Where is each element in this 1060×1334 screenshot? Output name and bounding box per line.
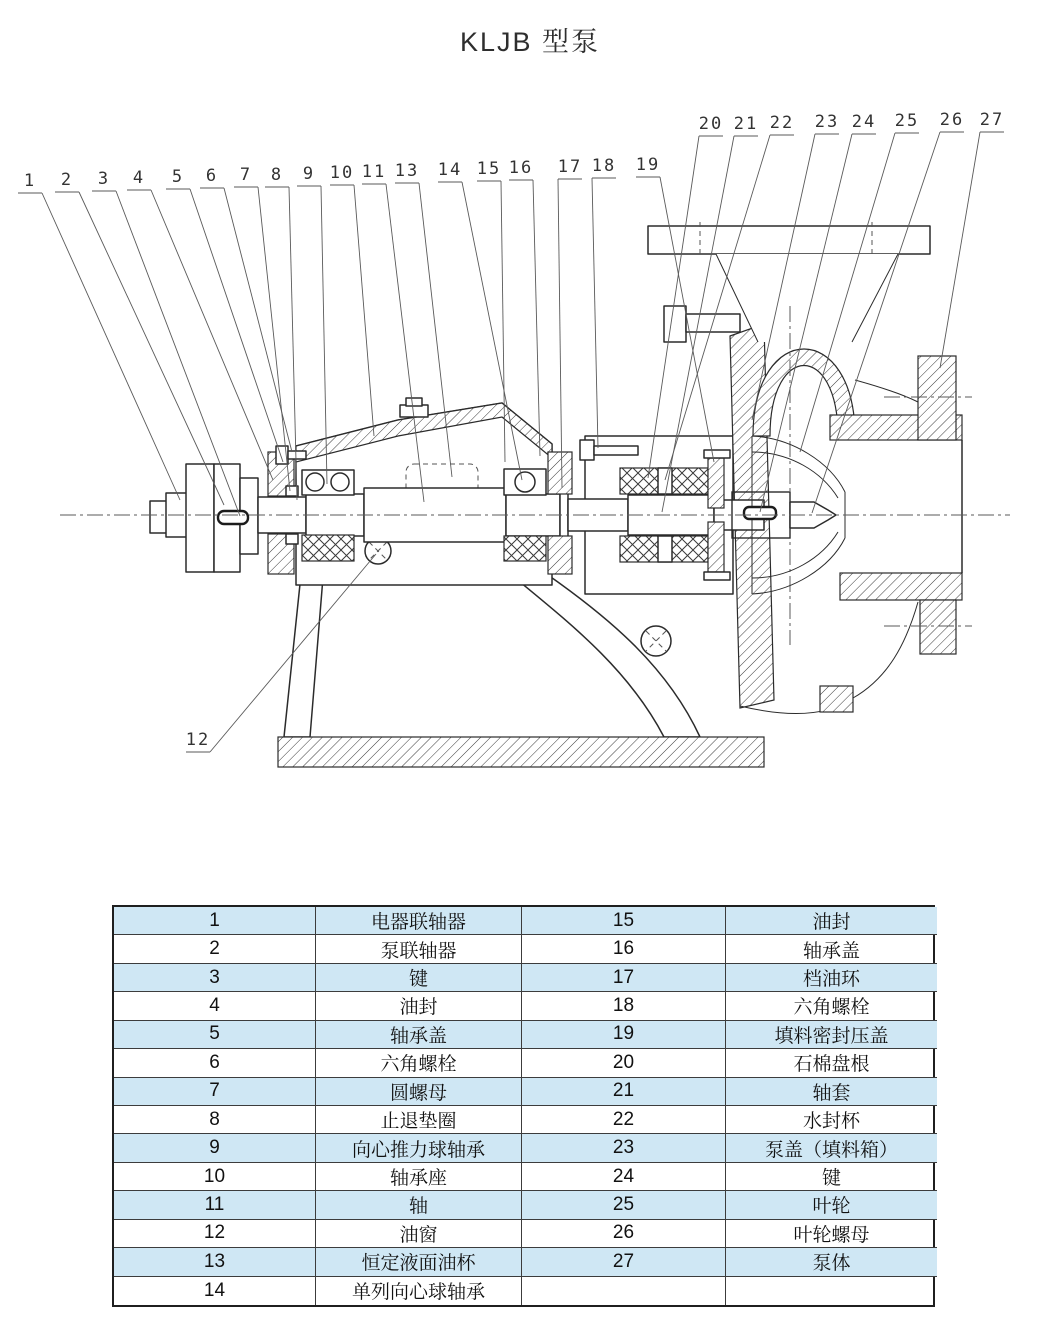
part-number-cell: 11 <box>114 1191 316 1219</box>
part-name-cell: 电器联轴器 <box>316 907 522 935</box>
part-number-cell: 23 <box>522 1134 726 1162</box>
part-name-cell: 圆螺母 <box>316 1078 522 1106</box>
part-number-cell: 19 <box>522 1021 726 1049</box>
bearing-cover-right <box>548 452 572 494</box>
part-number-cell: 13 <box>114 1248 316 1276</box>
part-number-cell: 26 <box>522 1220 726 1248</box>
packing-gland-cover <box>708 458 724 508</box>
part-name-cell: 键 <box>726 1163 937 1191</box>
frame-boss <box>641 626 671 656</box>
part-number-cell: 24 <box>522 1163 726 1191</box>
part-name-cell: 单列向心球轴承 <box>316 1277 522 1305</box>
part-number-cell: 3 <box>114 964 316 992</box>
suction-pipe-bottom <box>840 573 962 600</box>
part-number-cell: 15 <box>522 907 726 935</box>
gland-bolt <box>580 440 594 460</box>
part-number-cell: 2 <box>114 935 316 963</box>
callout-number: 23 <box>814 112 840 132</box>
part-name-cell: 叶轮 <box>726 1191 937 1219</box>
coupling-key <box>218 511 248 524</box>
callout-number: 25 <box>894 111 920 131</box>
impeller-key <box>744 507 776 519</box>
part-name-cell: 轴承盖 <box>316 1021 522 1049</box>
callout-number: 7 <box>239 165 253 185</box>
callout-number: 3 <box>97 169 111 189</box>
callout-number: 1 <box>23 171 37 191</box>
callout-number: 26 <box>939 110 965 130</box>
part-name-cell: 石棉盘根 <box>726 1049 937 1077</box>
callout-number: 12 <box>185 730 211 750</box>
callout-number: 15 <box>476 159 502 179</box>
part-number-cell: 27 <box>522 1248 726 1276</box>
part-number-cell: 25 <box>522 1191 726 1219</box>
part-name-cell: 档油环 <box>726 964 937 992</box>
coupling <box>166 464 258 572</box>
callout-number: 20 <box>698 114 724 134</box>
part-number-cell: 22 <box>522 1106 726 1134</box>
part-number-cell: 10 <box>114 1163 316 1191</box>
part-number-cell: 8 <box>114 1106 316 1134</box>
part-name-cell: 泵联轴器 <box>316 935 522 963</box>
part-name-cell: 泵体 <box>726 1248 937 1276</box>
callout-number: 14 <box>437 160 463 180</box>
callout-number: 21 <box>733 114 759 134</box>
callout-number: 5 <box>171 167 185 187</box>
part-name-cell: 止退垫圈 <box>316 1106 522 1134</box>
base-frame <box>278 565 764 767</box>
part-number-cell: 9 <box>114 1134 316 1162</box>
callout-number: 17 <box>557 157 583 177</box>
part-number-cell: 16 <box>522 935 726 963</box>
part-name-cell: 向心推力球轴承 <box>316 1134 522 1162</box>
part-name-cell: 填料密封压盖 <box>726 1021 937 1049</box>
part-number-cell: 21 <box>522 1078 726 1106</box>
callout-number: 27 <box>979 110 1005 130</box>
part-name-cell: 六角螺栓 <box>316 1049 522 1077</box>
callout-number: 22 <box>769 113 795 133</box>
callout-number: 19 <box>635 155 661 175</box>
part-name-cell: 油封 <box>316 992 522 1020</box>
callout-number: 18 <box>591 156 617 176</box>
part-number-cell: 6 <box>114 1049 316 1077</box>
part-name-cell: 油封 <box>726 907 937 935</box>
callout-number: 10 <box>329 163 355 183</box>
part-name-cell: 恒定液面油杯 <box>316 1248 522 1276</box>
callout-number: 8 <box>270 165 284 185</box>
callout-number: 16 <box>508 158 534 178</box>
part-name-cell: 泵盖（填料箱） <box>726 1134 937 1162</box>
part-name-cell: 六角螺栓 <box>726 992 937 1020</box>
part-number-cell: 18 <box>522 992 726 1020</box>
part-number-cell: 20 <box>522 1049 726 1077</box>
callout-number: 24 <box>851 112 877 132</box>
suction-flange-top <box>918 356 956 440</box>
part-name-cell: 油窗 <box>316 1220 522 1248</box>
part-number-cell: 14 <box>114 1277 316 1305</box>
suction-flange-bottom <box>920 600 956 654</box>
parts-table <box>112 905 935 1307</box>
part-number-cell: 17 <box>522 964 726 992</box>
callout-number: 11 <box>361 162 387 182</box>
round-nut <box>286 486 298 496</box>
part-name-cell: 轴套 <box>726 1078 937 1106</box>
part-number-cell: 4 <box>114 992 316 1020</box>
page-title: KLJB 型泵 <box>459 27 601 57</box>
part-name-cell: 轴承盖 <box>726 935 937 963</box>
part-name-cell: 键 <box>316 964 522 992</box>
stop-washer <box>286 534 298 544</box>
part-name-cell: 轴承座 <box>316 1163 522 1191</box>
discharge-flange <box>648 226 930 254</box>
callout-number: 13 <box>394 161 420 181</box>
callout-number: 6 <box>205 166 219 186</box>
part-number-cell: 5 <box>114 1021 316 1049</box>
callout-number: 9 <box>302 164 316 184</box>
part-number-cell: 12 <box>114 1220 316 1248</box>
part-name-cell: 水封杯 <box>726 1106 937 1134</box>
part-number-cell: 1 <box>114 907 316 935</box>
part-name-cell <box>726 1277 937 1305</box>
part-number-cell: 7 <box>114 1078 316 1106</box>
callout-number: 4 <box>132 168 146 188</box>
part-name-cell: 叶轮螺母 <box>726 1220 937 1248</box>
callout-number: 2 <box>60 170 74 190</box>
part-number-cell <box>522 1277 726 1305</box>
part-name-cell: 轴 <box>316 1191 522 1219</box>
gland-swing-bolt <box>664 306 686 342</box>
